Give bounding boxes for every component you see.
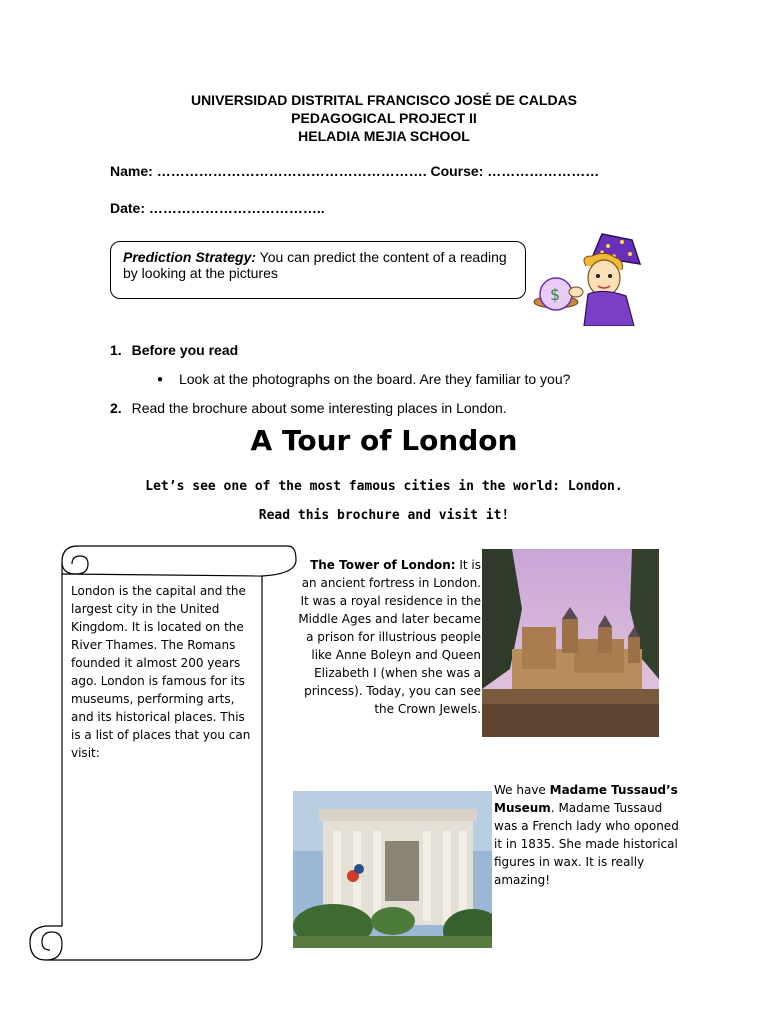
wizard-girl-crystal-ball-icon — [516, 230, 656, 326]
scroll-text: London is the capital and the largest city in the United Kingdom. It is located on the River Thames. The Romans founded it almost 200 years ago. London is famous for its museums, performing arts, and its historical places. This is a list of places that you can visit: — [71, 584, 251, 760]
name-field[interactable]: …………………………………………………. — [156, 163, 427, 179]
step-1-bullet-item — [157, 371, 570, 387]
tower-description: It is an ancient fortress in London. It was a royal residence in the Middle Ages and later became a prison for illustrious people like Anne Boleyn and Queen Elizabeth I (when she was a princess). Today, you can see the Crown Jewels. — [298, 558, 481, 716]
step-2 — [110, 400, 507, 416]
step-1 — [110, 342, 238, 358]
step-1-title: Before you read — [131, 342, 239, 358]
course-label: Course: — [430, 163, 484, 179]
brochure-title: A Tour of London — [250, 424, 518, 457]
date-label: Date: — [110, 200, 146, 216]
prediction-strategy-box — [110, 241, 526, 299]
date-line — [110, 200, 325, 216]
prediction-title: Prediction Strategy: — [123, 249, 257, 265]
tussaud-description: . Madame Tussaud was a French lady who oponed it in 1835. She made historical figures in wax. It is really amazing! — [494, 801, 679, 887]
tussaud-title: Madame Tussaud’s Museum — [494, 783, 678, 815]
university-name: UNIVERSIDAD DISTRITAL FRANCISCO JOSÉ DE CALDAS — [190, 92, 578, 108]
brochure-subtitle-2: Read this brochure and visit it! — [258, 508, 510, 523]
prediction-text: You can predict the content of a reading by looking at the pictures — [123, 249, 507, 281]
tussaud-intro: We have — [494, 783, 550, 797]
step-2-number: 2. — [110, 400, 122, 416]
step-2-text: Read the brochure about some interesting places in London. — [131, 400, 507, 416]
madame-tussauds-museum-image — [293, 791, 492, 948]
project-name: PEDAGOGICAL PROJECT II — [291, 110, 477, 126]
date-field[interactable]: ……………………………….. — [148, 200, 325, 216]
step-1-number: 1. — [110, 342, 122, 358]
course-field[interactable]: …………………… — [487, 163, 600, 179]
tower-of-london-text — [295, 556, 481, 718]
school-name: HELADIA MEJIA SCHOOL — [298, 128, 470, 144]
svg-text:$: $ — [550, 285, 561, 304]
tower-title: The Tower of London: — [310, 558, 456, 572]
brochure-subtitle-1: Let’s see one of the most famous cities in the world: London. — [145, 479, 623, 494]
name-label: Name: — [110, 163, 153, 179]
tower-of-london-image — [482, 549, 659, 737]
bullet-icon: ● — [157, 374, 164, 385]
step-1-bullet-text: Look at the photographs on the board. Are they familiar to you? — [178, 371, 571, 387]
madame-tussauds-text — [494, 781, 684, 889]
name-line — [110, 163, 599, 179]
